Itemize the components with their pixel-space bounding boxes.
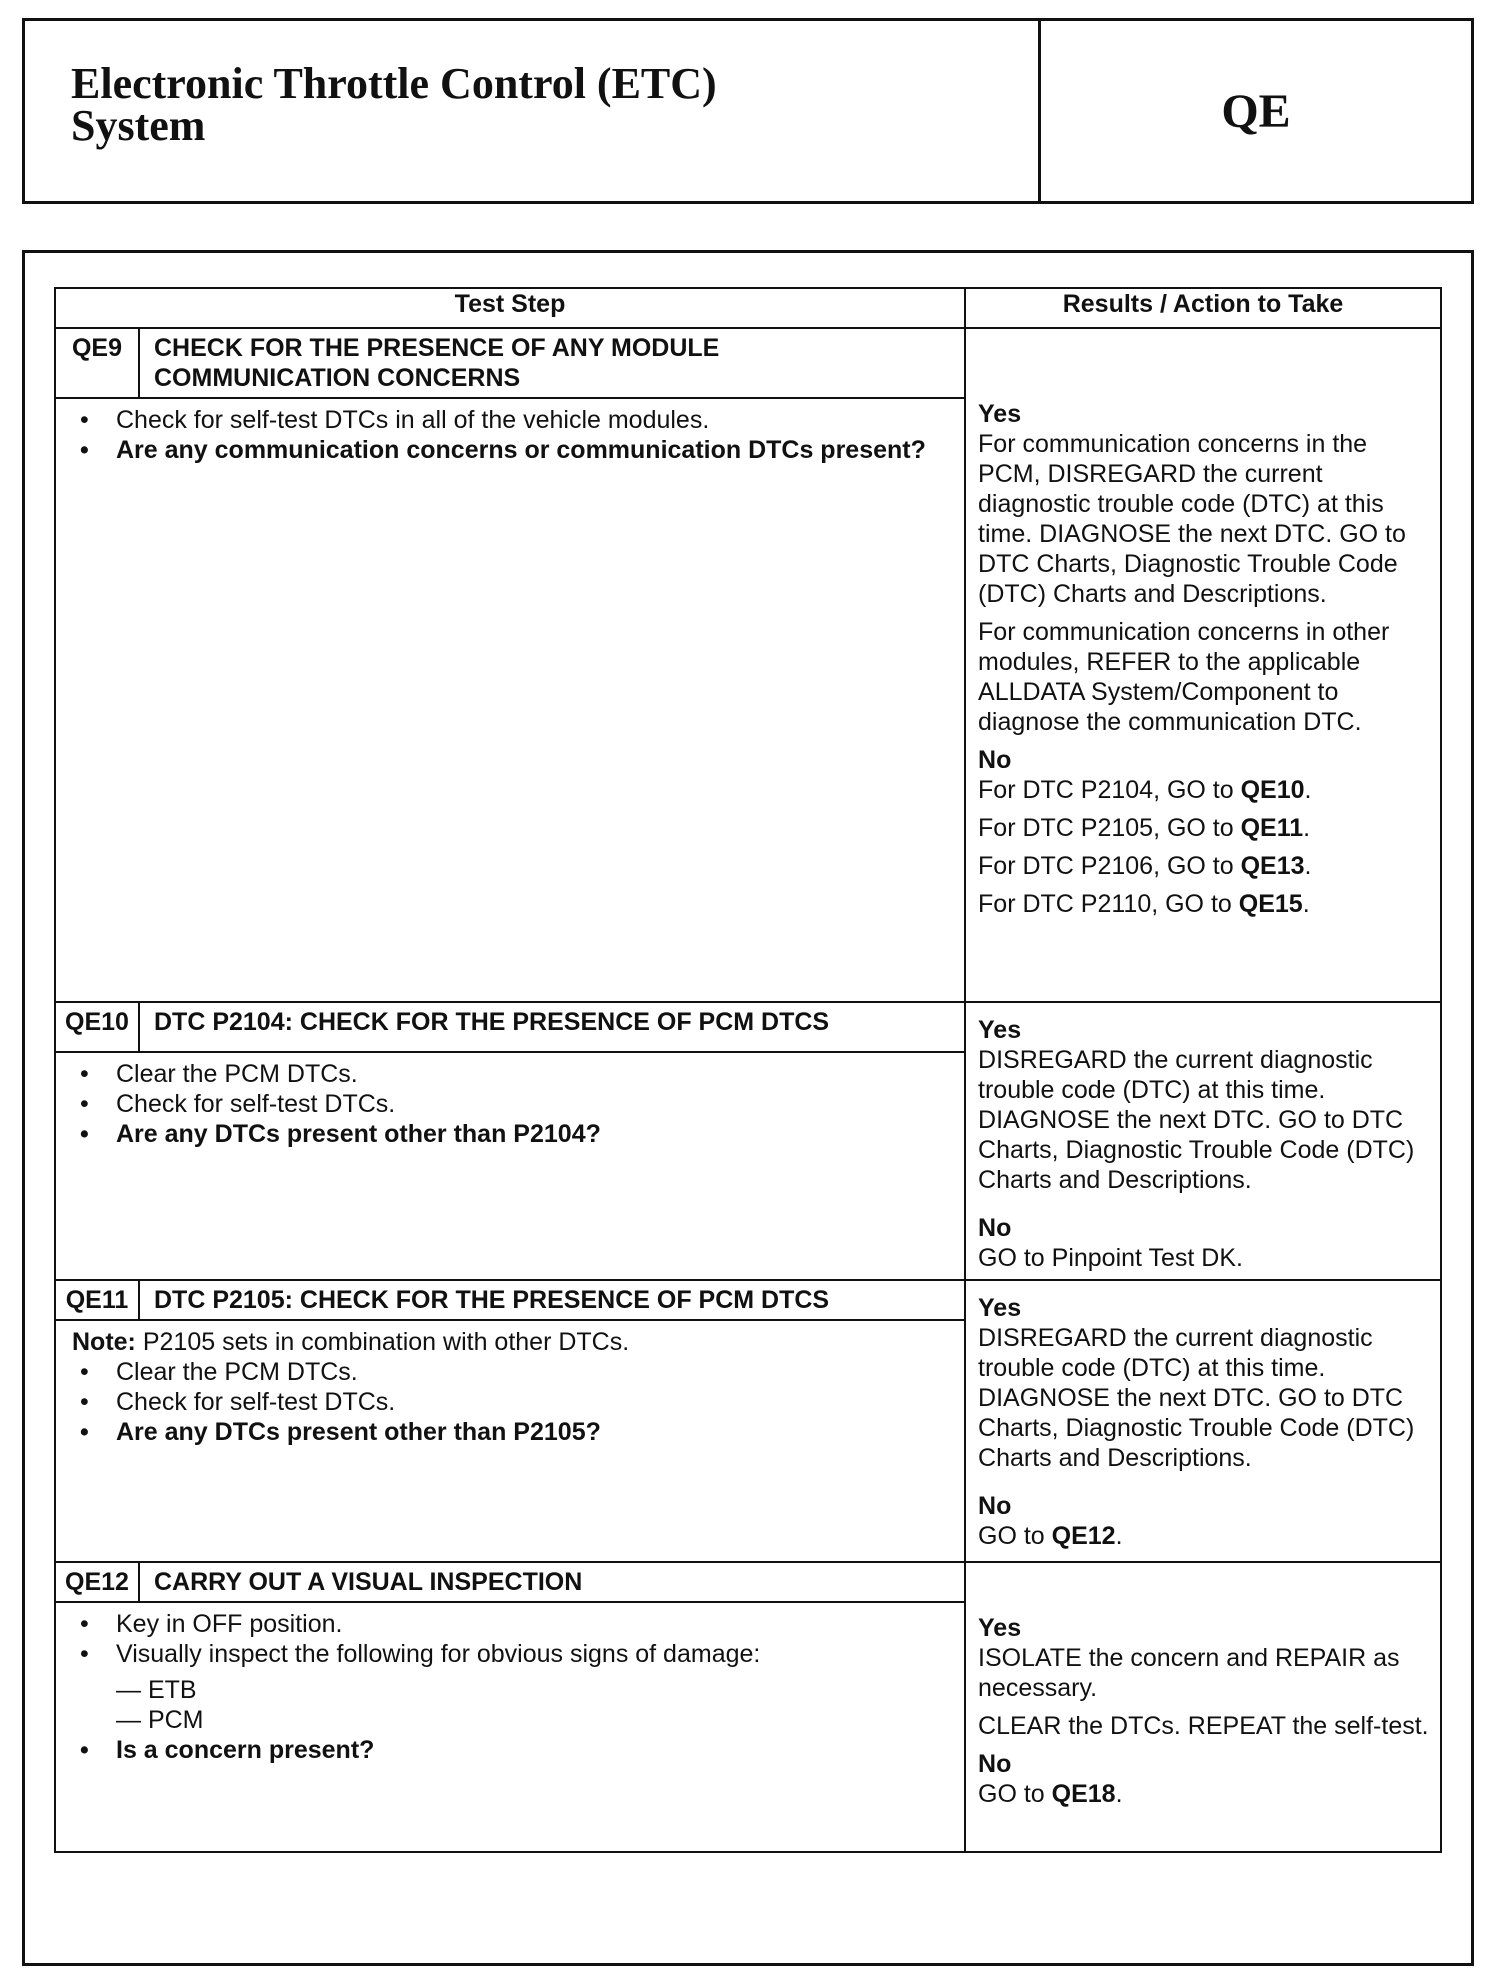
yes-action: For communication concerns in the PCM, DISREGARD the current diagnostic trouble code (DTC) at this time. DIAGNOSE the next DTC. GO to DTC Charts, Diagnostic Trouble Code (DTC) Charts and Descriptions.	[978, 430, 1406, 608]
note-label: Note:	[72, 1328, 136, 1356]
no-action: For DTC P2106, GO to QE13.	[978, 852, 1312, 880]
step-link[interactable]: QE12	[1051, 1522, 1116, 1550]
step-id: QE10	[55, 1002, 139, 1052]
yes-action: ISOLATE the concern and REPAIR as necessary.	[978, 1644, 1400, 1702]
step-title-line: CHECK FOR THE PRESENCE OF ANY MODULE	[154, 334, 720, 362]
table-row	[55, 1562, 1441, 1602]
table-row	[55, 328, 1441, 398]
col-header-results: Results / Action to Take	[965, 288, 1441, 328]
step-question: • Are any communication concerns or communication DTCs present?	[72, 435, 950, 465]
yes-action: For communication concerns in other modules, REFER to the applicable ALLDATA System/Component to diagnose the communication DTC.	[978, 618, 1390, 736]
result-cell	[965, 1562, 1441, 1852]
no-action: For DTC P2110, GO to QE15.	[978, 890, 1310, 918]
no-action-text: For DTC P2104, GO to	[978, 776, 1241, 804]
step-question: • Are any DTCs present other than P2105?	[72, 1417, 950, 1447]
step-bullet: • Key in OFF position.	[72, 1609, 950, 1639]
step-bullet: • Check for self-test DTCs.	[72, 1387, 950, 1417]
step-note	[72, 1327, 950, 1357]
yes-label: Yes	[978, 1016, 1022, 1044]
no-action: GO to QE12.	[978, 1522, 1123, 1550]
step-link[interactable]: QE11	[1240, 814, 1304, 842]
no-label: No	[978, 1492, 1012, 1520]
yes-label: Yes	[978, 1614, 1022, 1642]
test-step-table	[54, 287, 1442, 1853]
no-action: GO to Pinpoint Test DK.	[978, 1244, 1243, 1272]
step-body	[55, 1602, 965, 1852]
no-action-text: For DTC P2110, GO to	[978, 890, 1239, 918]
step-title: DTC P2104: CHECK FOR THE PRESENCE OF PCM DTCS	[139, 1002, 965, 1052]
step-link[interactable]: QE13	[1240, 852, 1305, 880]
yes-action: CLEAR the DTCs. REPEAT the self-test.	[978, 1712, 1429, 1740]
no-label: No	[978, 1214, 1012, 1242]
step-title-line: COMMUNICATION CONCERNS	[154, 364, 521, 392]
step-id: QE11	[55, 1280, 139, 1320]
step-id: QE12	[55, 1562, 139, 1602]
component-item: — PCM	[116, 1706, 204, 1734]
note-text: P2105 sets in combination with other DTCs.	[135, 1328, 630, 1356]
step-link[interactable]: QE15	[1238, 890, 1303, 918]
table-header-row	[55, 288, 1441, 328]
title-line-2: System	[71, 101, 206, 150]
table-row	[55, 1002, 1441, 1052]
step-question: • Are any DTCs present other than P2104?	[72, 1119, 950, 1149]
step-body	[55, 398, 965, 1002]
no-action: For DTC P2104, GO to QE10.	[978, 776, 1312, 804]
no-action: GO to QE18.	[978, 1780, 1123, 1808]
step-link[interactable]: QE18	[1051, 1780, 1116, 1808]
page-header	[22, 18, 1474, 204]
step-bullet: • Clear the PCM DTCs.	[72, 1059, 950, 1089]
yes-action: DISREGARD the current diagnostic trouble code (DTC) at this time. DIAGNOSE the next DTC. GO to DTC Charts, Diagnostic Trouble Code (DTC) Charts and Descriptions.	[978, 1046, 1415, 1194]
step-body	[55, 1052, 965, 1280]
step-bullet: • Visually inspect the following for obvious signs of damage:	[72, 1639, 950, 1669]
step-body	[55, 1320, 965, 1562]
yes-label: Yes	[978, 1294, 1022, 1322]
step-title	[139, 328, 965, 398]
result-cell	[965, 1280, 1441, 1562]
no-action-text: GO to	[978, 1780, 1052, 1808]
step-title: CARRY OUT A VISUAL INSPECTION	[139, 1562, 965, 1602]
step-bullet: • Check for self-test DTCs.	[72, 1089, 950, 1119]
yes-label: Yes	[978, 400, 1022, 428]
col-header-test-step: Test Step	[55, 288, 965, 328]
step-title: DTC P2105: CHECK FOR THE PRESENCE OF PCM DTCS	[139, 1280, 965, 1320]
no-action: For DTC P2105, GO to QE11.	[978, 814, 1311, 842]
page-title	[25, 21, 1041, 201]
result-cell	[965, 1002, 1441, 1280]
yes-action: DISREGARD the current diagnostic trouble code (DTC) at this time. DIAGNOSE the next DTC. GO to DTC Charts, Diagnostic Trouble Code (DTC) Charts and Descriptions.	[978, 1324, 1415, 1472]
section-code: QE	[1221, 84, 1291, 138]
step-question: • Is a concern present?	[72, 1735, 950, 1765]
no-label: No	[978, 1750, 1012, 1778]
no-action-text: For DTC P2105, GO to	[978, 814, 1241, 842]
step-bullet: • Clear the PCM DTCs.	[72, 1357, 950, 1387]
no-action-text: GO to	[978, 1522, 1052, 1550]
step-link[interactable]: QE10	[1240, 776, 1305, 804]
step-bullet: • Check for self-test DTCs in all of the vehicle modules.	[72, 405, 950, 435]
component-item: — ETB	[116, 1676, 197, 1704]
title-line-1: Electronic Throttle Control (ETC)	[71, 59, 717, 108]
table-row	[55, 1280, 1441, 1320]
step-id: QE9	[55, 328, 139, 398]
no-action-text: For DTC P2106, GO to	[978, 852, 1241, 880]
no-label: No	[978, 746, 1012, 774]
result-cell	[965, 328, 1441, 1002]
